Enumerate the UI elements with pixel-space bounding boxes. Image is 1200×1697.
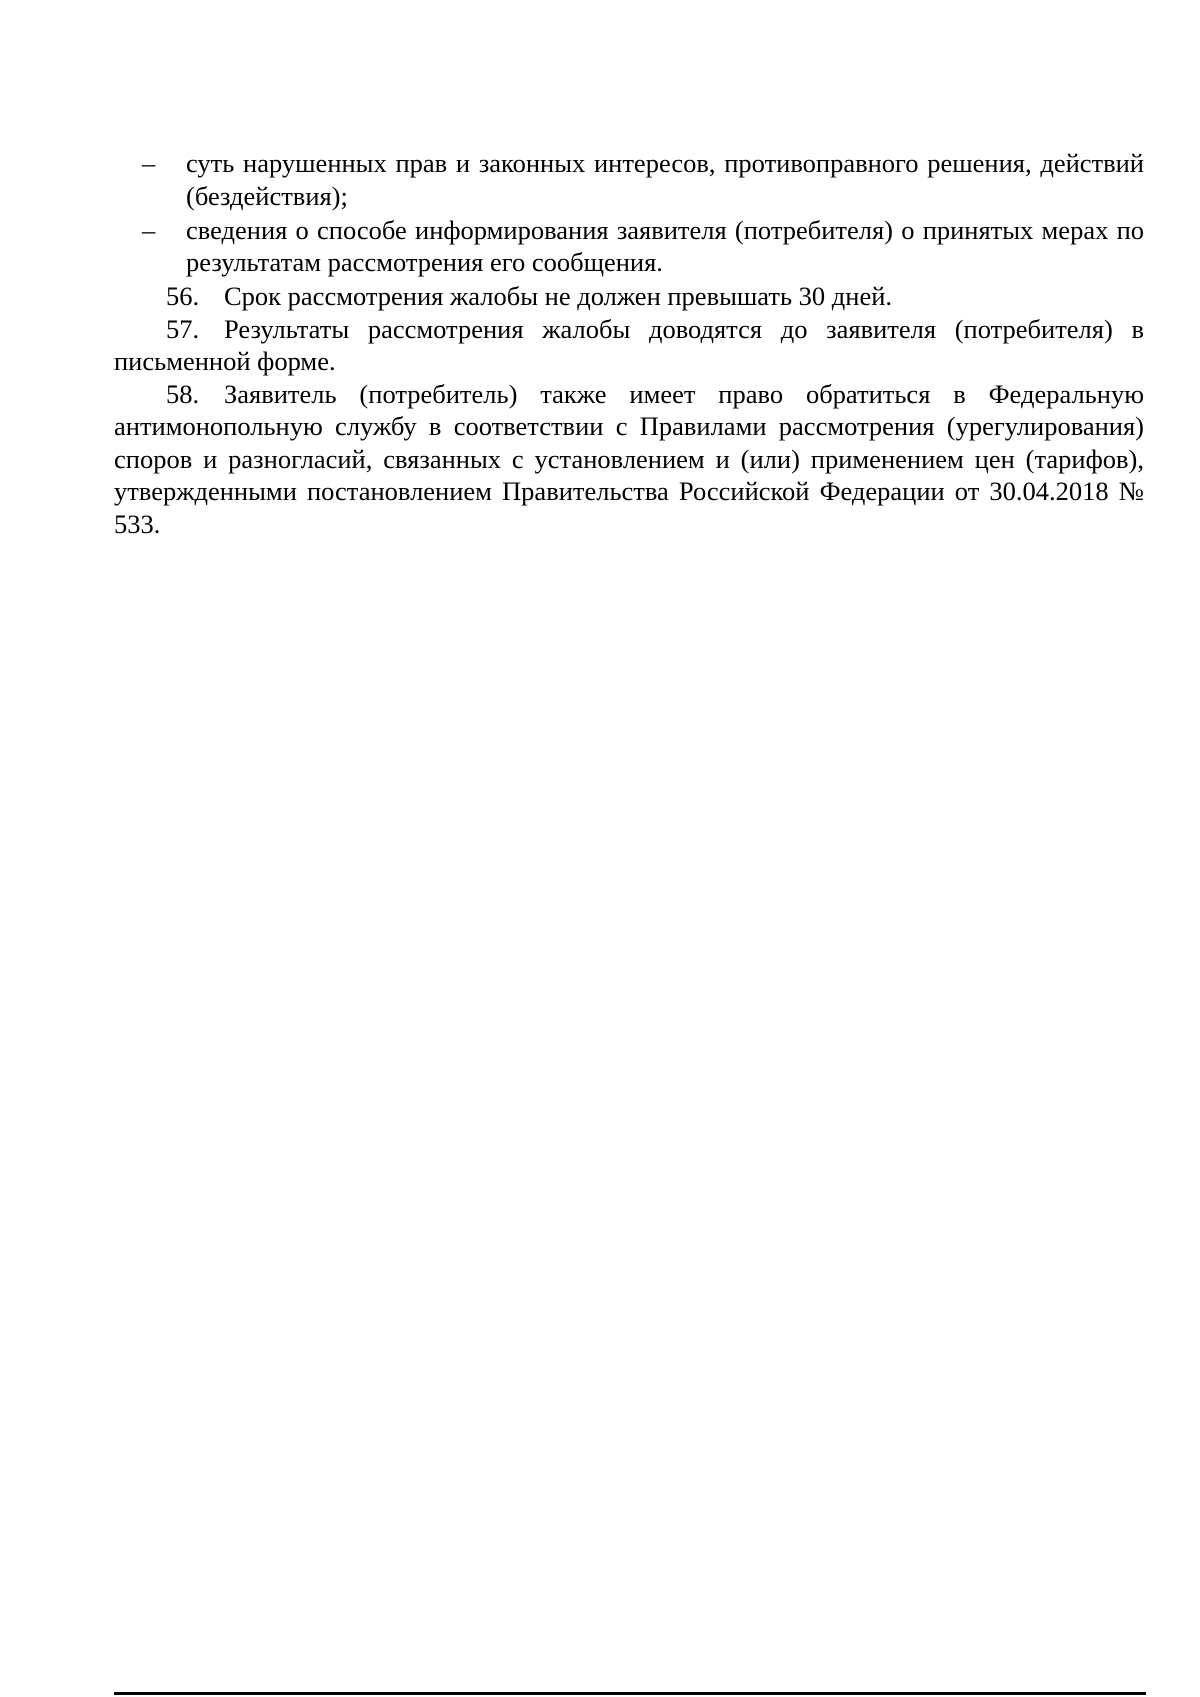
list-item-text: сведения о способе информирования заявителя (потребителя) о принятых мерах по результатам рассмотрения его сообщения. xyxy=(186,214,1144,277)
paragraph-text: Срок рассмотрения жалобы не должен превышать 30 дней. xyxy=(224,281,893,311)
paragraph-57 xyxy=(114,313,1144,378)
paragraph-number: 58. xyxy=(166,378,200,409)
list-item xyxy=(114,147,1144,212)
paragraph-text: Результаты рассмотрения жалобы доводятся до заявителя (потребителя) в письменной форме. xyxy=(114,313,1144,376)
paragraph-56 xyxy=(114,280,1144,313)
footer-divider xyxy=(114,1692,1146,1695)
paragraph-58 xyxy=(114,378,1144,541)
dash-marker: – xyxy=(142,148,156,178)
list-item xyxy=(114,214,1144,279)
paragraph-number: 56. xyxy=(166,281,200,311)
dash-marker: – xyxy=(142,214,156,245)
paragraph-text: Заявитель (потребитель) также имеет право обратиться в Федеральную антимонопольную службу в соответствии с Правилами рассмотрения (урегулирования) споров и разногласий, связанных с установлением и (или) применением цен (тарифов), утвержденными постановлением Правительства Российской Федерации от 30.04.2018 № 533. xyxy=(114,378,1144,539)
document-body xyxy=(114,147,1144,540)
list-item-text: суть нарушенных прав и законных интересов, противоправного решения, действий (бездействия); xyxy=(186,148,1144,211)
paragraph-number: 57. xyxy=(166,313,200,344)
